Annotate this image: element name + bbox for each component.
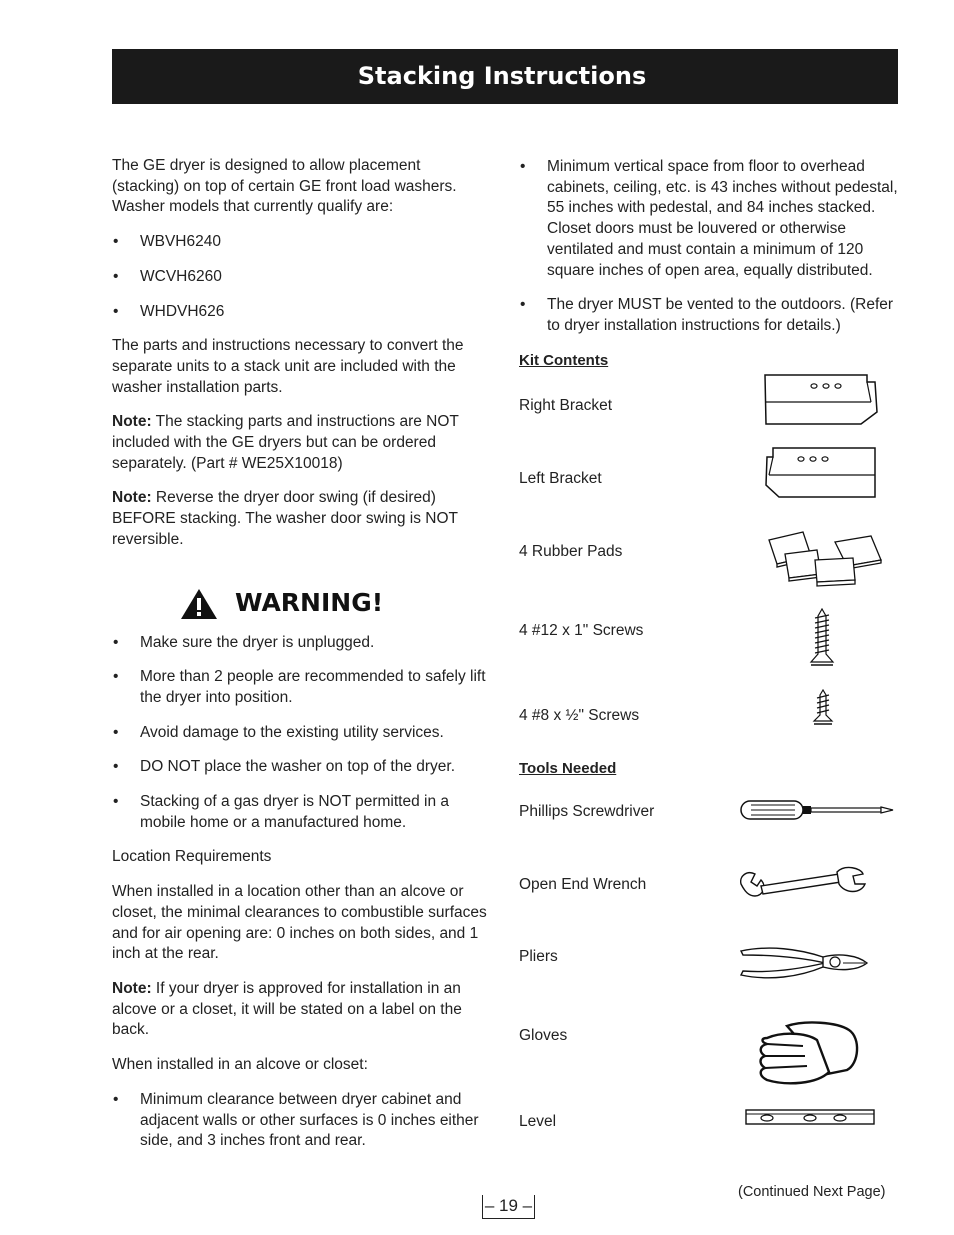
wrench-icon (737, 864, 867, 906)
right-column (519, 157, 899, 1142)
model-item: • WCVH6260 (112, 267, 490, 288)
kit-item-right-bracket: Right Bracket (519, 396, 899, 469)
tool-item-level: Level (519, 1112, 899, 1142)
alcove-title: When installed in an alcove or closet: (112, 1056, 368, 1074)
tool-item-gloves: Gloves (519, 1026, 899, 1112)
warning-item: • More than 2 people are recommended to safely lift the dryer into position. (112, 667, 490, 708)
note-label: Note: (112, 413, 152, 431)
gloves-icon (757, 1020, 861, 1086)
kit-contents-heading: Kit Contents (519, 351, 609, 369)
warning-header (180, 588, 490, 620)
left-column (112, 156, 490, 1166)
note-label: Note: (112, 979, 152, 997)
pliers-icon (739, 941, 871, 983)
alcove-item: • Minimum clearance between dryer cabinet and adjacent walls or other surfaces is 0 inches either side, and 3 inches front and rear. (112, 1090, 490, 1152)
page-number: – 19 – (482, 1195, 535, 1219)
warning-item: • DO NOT place the washer on top of the dryer. (112, 757, 490, 778)
clearance-item: • Minimum vertical space from floor to overhead cabinets, ceiling, etc. is 43 inches without pedestal, 55 inches with pedestal, and 84 inches stacked. Closet doors must be louvered or otherwise ventilated and must contain a minimum of 120 square inches of open area, equally distributed. (519, 157, 899, 281)
tool-item-wrench: Open End Wrench (519, 875, 899, 947)
clearance-list (519, 157, 899, 337)
clearance-item: • The dryer MUST be vented to the outdoors. (Refer to dryer installation instructions for details.) (519, 295, 899, 336)
location-title: Location Requirements (112, 848, 272, 866)
note-label: Note: (112, 489, 152, 507)
level-icon (745, 1108, 875, 1126)
rubber-pads-icon (767, 530, 885, 588)
intro-paragraph: The GE dryer is designed to allow placement (stacking) on top of certain GE front load washers. Washer models that currently qualify are: (112, 157, 457, 216)
tool-item-screwdriver: Phillips Screwdriver (519, 802, 899, 875)
warning-triangle-icon (180, 588, 218, 620)
warning-item: • Avoid damage to the existing utility services. (112, 723, 490, 744)
model-item: • WBVH6240 (112, 232, 490, 253)
warning-title: WARNING! (235, 588, 384, 618)
large-screw-icon (809, 608, 835, 666)
kit-item-rubber-pads: 4 Rubber Pads (519, 542, 899, 621)
location-paragraph: When installed in a location other than an alcove or closet, the minimal clearances to combustible surfaces and for air opening are: 0 inches on both sides, and 1 inch at the rear. (112, 883, 487, 963)
alcove-list (112, 1090, 490, 1152)
continued-note: (Continued Next Page) (738, 1184, 886, 1200)
warning-item: • Stacking of a gas dryer is NOT permitted in a mobile home or a manufactured home. (112, 792, 490, 833)
note-alcove-label: Note: If your dryer is approved for installation in an alcove or a closet, it will be stated on a label on the back. (112, 979, 462, 1039)
note-ordering: Note: The stacking parts and instructions are NOT included with the GE dryers but can be ordered separately. (Part # WE25X10018) (112, 413, 459, 472)
warning-list (112, 633, 490, 834)
warning-item: • Make sure the dryer is unplugged. (112, 633, 490, 654)
washer-model-list (112, 232, 490, 322)
kit-item-large-screws: 4 #12 x 1" Screws (519, 621, 899, 706)
page-title: Stacking Instructions (357, 62, 647, 91)
tools-needed-heading: Tools Needed (519, 760, 617, 778)
kit-item-small-screws: 4 #8 x ½" Screws (519, 706, 899, 759)
left-bracket-icon (763, 445, 879, 505)
tool-item-pliers: Pliers (519, 947, 899, 1026)
parts-paragraph: The parts and instructions necessary to convert the separate units to a stack unit are included with the washer installation parts. (112, 337, 464, 396)
note-door-swing: Note: Reverse the dryer door swing (if desired) BEFORE stacking. The washer door swing is NOT reversible. (112, 489, 458, 548)
page-title-banner (112, 49, 898, 104)
screwdriver-icon (739, 796, 895, 824)
right-bracket-icon (763, 372, 879, 430)
kit-item-left-bracket: Left Bracket (519, 469, 899, 542)
small-screw-icon (812, 689, 834, 725)
model-item: • WHDVH626 (112, 302, 490, 323)
